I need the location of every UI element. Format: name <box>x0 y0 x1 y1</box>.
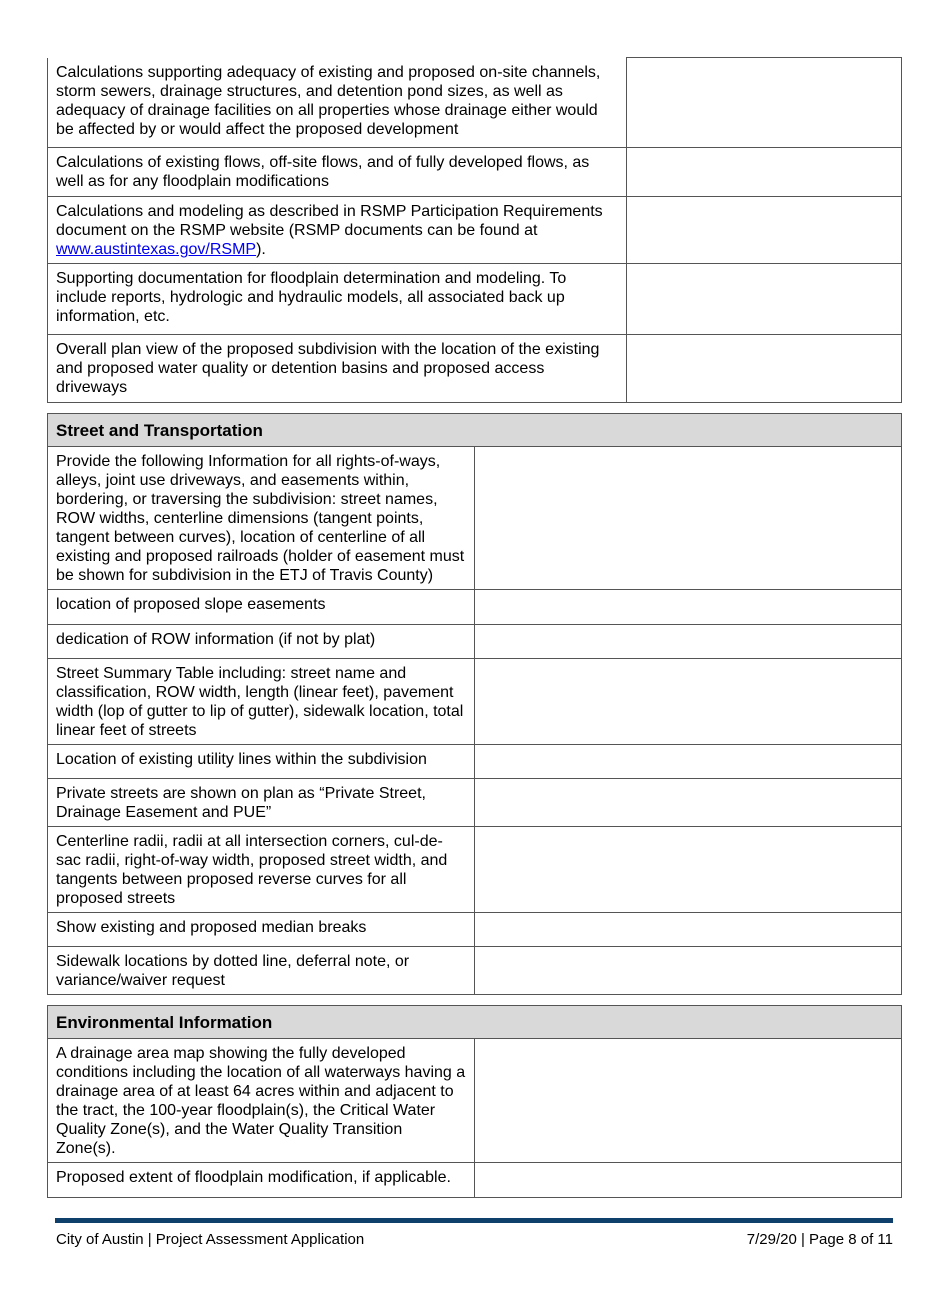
rsmp-text-after: ). <box>256 241 266 258</box>
requirement-text: Sidewalk locations by dotted line, deferral note, or variance/waiver request <box>48 947 475 995</box>
response-cell[interactable] <box>475 447 902 590</box>
table-row <box>48 779 902 827</box>
section-header-row <box>48 414 902 447</box>
footer-divider <box>55 1218 893 1223</box>
response-cell[interactable] <box>475 947 902 995</box>
response-cell[interactable] <box>475 913 902 947</box>
requirement-text: Provide the following Information for all rights-of-ways, alleys, joint use driveways, and easements within, bordering, or traversing the subdivision: street names, ROW widths, centerline dimensions (tangent points, tangent between curves), location of centerline of all existing and proposed railroads (holder of easement must be shown for subdivision in the ETJ of Travis County) <box>48 447 475 590</box>
response-cell[interactable] <box>475 745 902 779</box>
street-transportation-table <box>47 413 902 995</box>
rsmp-text-before: Calculations and modeling as described in RSMP Participation Requirements document on the RSMP website (RSMP documents can be found at <box>56 203 603 239</box>
table-row <box>48 335 902 403</box>
requirement-text: Supporting documentation for floodplain determination and modeling. To include reports, hydrologic and hydraulic models, all associated back up information, etc. <box>48 264 627 335</box>
requirement-text: dedication of ROW information (if not by plat) <box>48 625 475 659</box>
section-title: Environmental Information <box>48 1006 902 1039</box>
response-cell[interactable] <box>475 827 902 913</box>
environmental-table <box>47 1005 902 1198</box>
table-row <box>48 947 902 995</box>
footer-title: City of Austin | Project Assessment Application <box>56 1231 365 1248</box>
requirement-text: Location of existing utility lines within the subdivision <box>48 745 475 779</box>
response-cell[interactable] <box>627 335 902 403</box>
requirement-text: Show existing and proposed median breaks <box>48 913 475 947</box>
table-row <box>48 58 902 148</box>
requirement-text: Calculations of existing flows, off-site flows, and of fully developed flows, as well as for any floodplain modifications <box>48 148 627 197</box>
table-row <box>48 1163 902 1198</box>
requirement-text: Street Summary Table including: street name and classification, ROW width, length (linear feet), pavement width (lop of gutter to lip of gutter), sidewalk location, total linear feet of streets <box>48 659 475 745</box>
response-cell[interactable] <box>627 264 902 335</box>
table-row <box>48 197 902 264</box>
table-row <box>48 447 902 590</box>
requirement-text <box>48 197 627 264</box>
table-row <box>48 827 902 913</box>
section-title: Street and Transportation <box>48 414 902 447</box>
response-cell[interactable] <box>627 148 902 197</box>
requirement-text: A drainage area map showing the fully developed conditions including the location of all waterways having a drainage area of at least 64 acres within and adjacent to the tract, the 100-year floodplain(s), the Critical Water Quality Zone(s), and the Water Quality Transition Zone(s). <box>48 1039 475 1163</box>
section-header-row <box>48 1006 902 1039</box>
response-cell[interactable] <box>627 58 902 148</box>
table-row <box>48 625 902 659</box>
page-footer <box>55 1218 893 1289</box>
requirement-text: Calculations supporting adequacy of existing and proposed on-site channels, storm sewers, drainage structures, and detention pond sizes, as well as adequacy of drainage facilities on all properties whose drainage either would be affected by or would affect the proposed development <box>48 58 627 148</box>
response-cell[interactable] <box>627 197 902 264</box>
table-row <box>48 590 902 625</box>
table-row <box>48 913 902 947</box>
response-cell[interactable] <box>475 1163 902 1198</box>
table-row <box>48 1039 902 1163</box>
requirement-text: Proposed extent of floodplain modification, if applicable. <box>48 1163 475 1198</box>
table-row <box>48 659 902 745</box>
requirement-text: location of proposed slope easements <box>48 590 475 625</box>
requirement-text: Centerline radii, radii at all intersection corners, cul-de-sac radii, right-of-way width, proposed street width, and tangents between proposed reverse curves for all proposed streets <box>48 827 475 913</box>
table-row <box>48 264 902 335</box>
response-cell[interactable] <box>475 625 902 659</box>
response-cell[interactable] <box>475 779 902 827</box>
requirement-text: Private streets are shown on plan as “Private Street, Drainage Easement and PUE” <box>48 779 475 827</box>
drainage-checklist-table <box>47 57 902 403</box>
footer-text-row <box>55 1231 893 1249</box>
rsmp-link[interactable]: www.austintexas.gov/RSMP <box>56 241 257 258</box>
response-cell[interactable] <box>475 590 902 625</box>
footer-page-info: 7/29/20 | Page 8 of 11 <box>746 1231 893 1248</box>
requirement-text: Overall plan view of the proposed subdivision with the location of the existing and proposed water quality or detention basins and proposed access driveways <box>48 335 627 403</box>
table-row <box>48 745 902 779</box>
table-row <box>48 148 902 197</box>
response-cell[interactable] <box>475 659 902 745</box>
response-cell[interactable] <box>475 1039 902 1163</box>
